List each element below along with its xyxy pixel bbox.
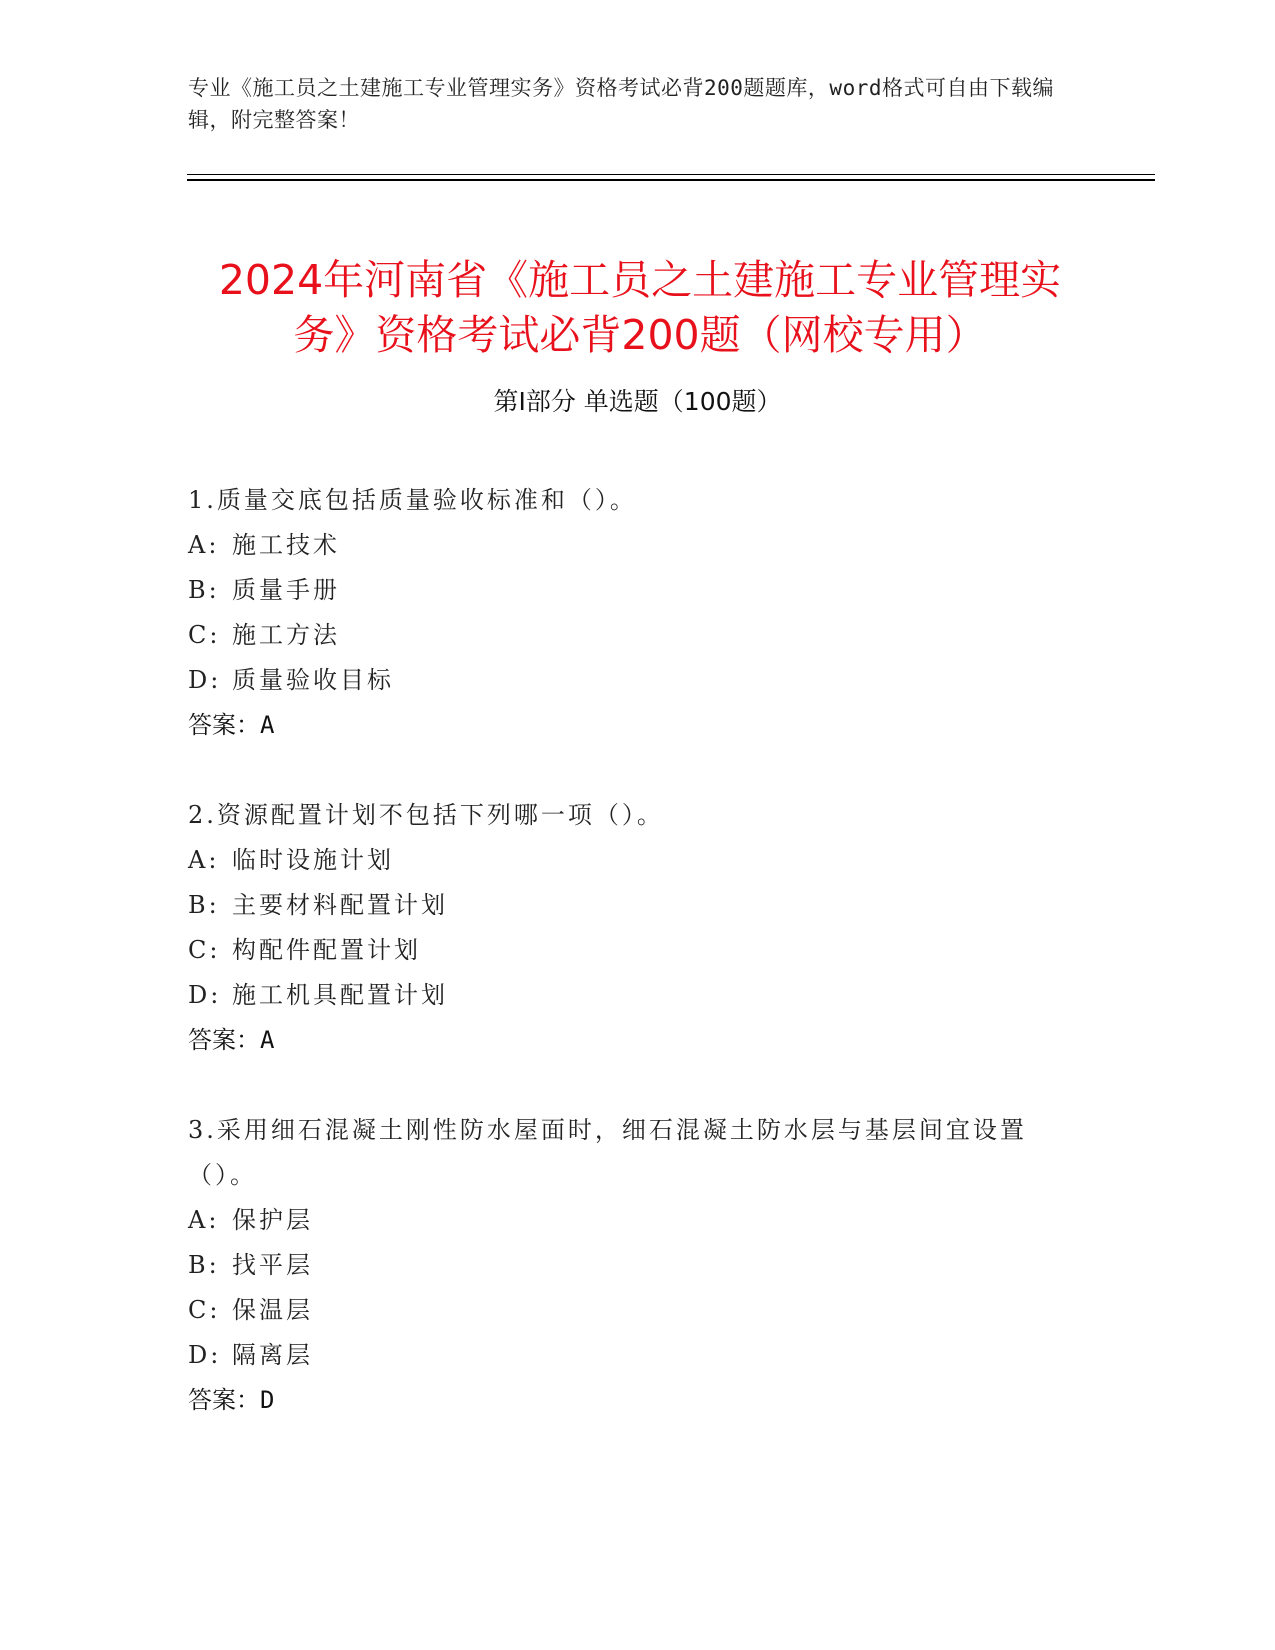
option-b — [188, 883, 1068, 928]
question-stem: 1.质量交底包括质量验收标准和（）。 — [188, 486, 637, 514]
header-note: 专业《施工员之土建施工专业管理实务》资格考试必背200题题库，word格式可自由下载编辑，附完整答案！ — [188, 76, 1054, 132]
question-stem: 3.采用细石混凝土刚性防水屋面时，细石混凝土防水层与基层间宜设置（）。 — [188, 1116, 1027, 1189]
option-letter: C: — [188, 621, 221, 649]
option-letter: C: — [188, 1296, 221, 1324]
option-c — [188, 1288, 1068, 1333]
answer-label: 答案： — [188, 1386, 260, 1414]
option-c — [188, 928, 1068, 973]
option-letter: A: — [188, 531, 220, 559]
option-text: 临时设施计划 — [232, 846, 394, 874]
header-divider-thin — [187, 174, 1155, 175]
option-text: 隔离层 — [232, 1341, 313, 1369]
option-letter: A: — [188, 1206, 220, 1234]
question-1 — [188, 478, 1068, 748]
answer-line — [188, 1378, 1068, 1423]
option-letter: D: — [188, 666, 222, 694]
option-a — [188, 523, 1068, 568]
option-letter: B: — [188, 1251, 220, 1279]
document-title: 2024年河南省《施工员之土建施工专业管理实务》资格考试必背200题（网校专用） — [218, 256, 1062, 360]
option-text: 施工方法 — [232, 621, 340, 649]
option-letter: C: — [188, 936, 221, 964]
option-text: 施工技术 — [232, 531, 340, 559]
answer-label: 答案： — [188, 711, 260, 739]
option-text: 找平层 — [232, 1251, 313, 1279]
option-d — [188, 973, 1068, 1018]
question-stem: 2.资源配置计划不包括下列哪一项（）。 — [188, 801, 664, 829]
option-text: 主要材料配置计划 — [232, 891, 448, 919]
option-text: 施工机具配置计划 — [232, 981, 448, 1009]
option-d — [188, 658, 1068, 703]
option-c — [188, 613, 1068, 658]
question-2 — [188, 793, 1068, 1063]
option-a — [188, 838, 1068, 883]
option-b — [188, 568, 1068, 613]
option-letter: D: — [188, 1341, 222, 1369]
option-letter: A: — [188, 846, 220, 874]
option-a — [188, 1198, 1068, 1243]
option-text: 构配件配置计划 — [232, 936, 421, 964]
option-text: 保护层 — [232, 1206, 313, 1234]
answer-label: 答案： — [188, 1026, 260, 1054]
answer-value: D — [260, 1386, 275, 1414]
option-letter: B: — [188, 891, 220, 919]
option-text: 保温层 — [232, 1296, 313, 1324]
answer-line — [188, 703, 1068, 748]
option-letter: D: — [188, 981, 222, 1009]
question-3 — [188, 1108, 1068, 1423]
answer-line — [188, 1018, 1068, 1063]
answer-value: A — [260, 1026, 275, 1054]
answer-value: A — [260, 711, 275, 739]
option-text: 质量手册 — [232, 576, 340, 604]
option-d — [188, 1333, 1068, 1378]
question-list — [188, 478, 1068, 1468]
option-letter: B: — [188, 576, 220, 604]
section-title: 第I部分 单选题（100题） — [493, 387, 782, 416]
header-divider-thick — [187, 179, 1155, 181]
option-b — [188, 1243, 1068, 1288]
option-text: 质量验收目标 — [232, 666, 394, 694]
